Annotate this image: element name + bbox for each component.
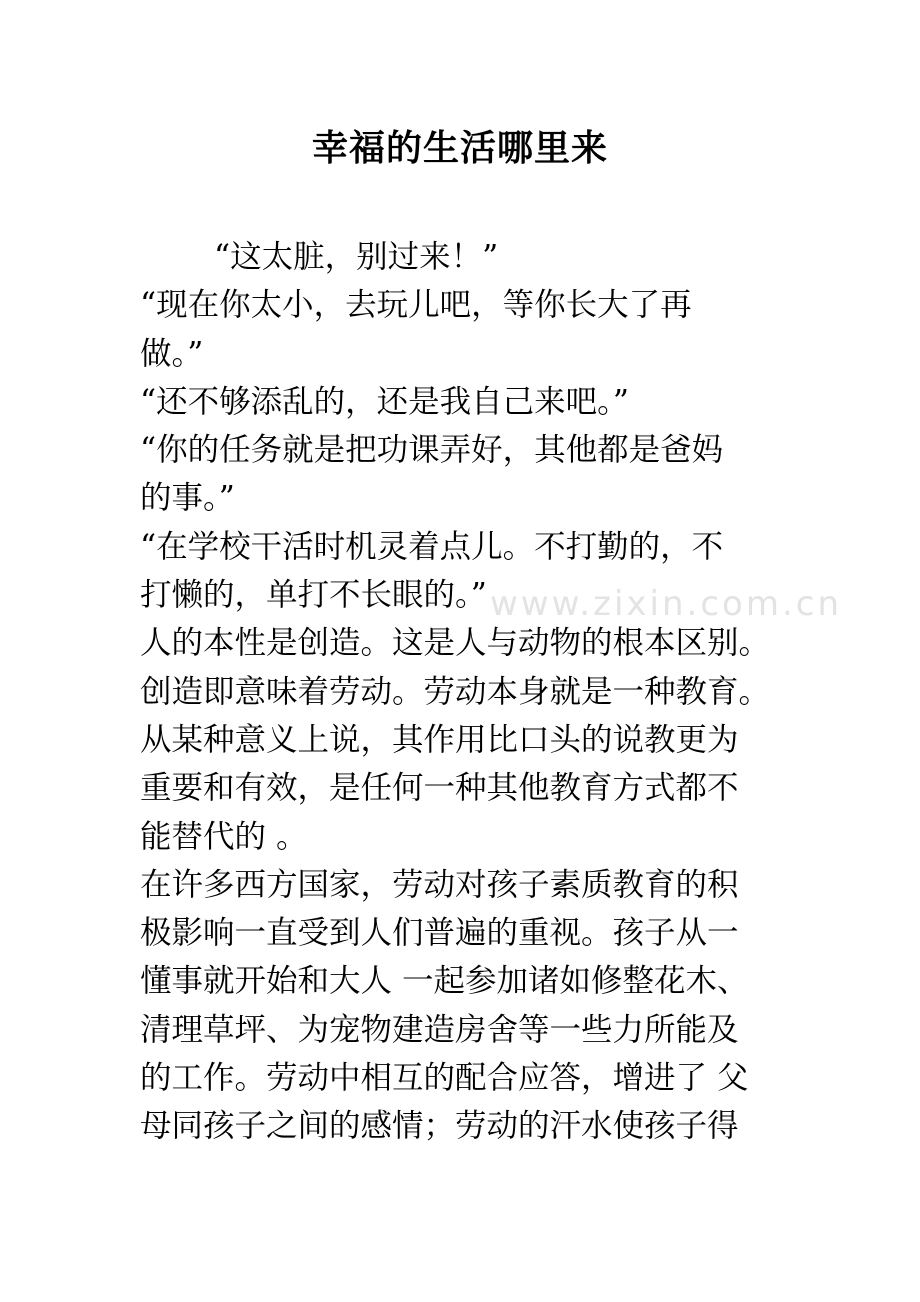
text-line: 的工作。劳动中相互的配合应答，增进了 父 xyxy=(140,1060,749,1097)
text-line: 重要和有效，是任何一种其他教育方式都不 xyxy=(140,770,739,807)
text-line: 清理草坪、为宠物建造房舍等一些力所能及 xyxy=(140,1011,739,1048)
text-line: 的事。” xyxy=(140,480,235,517)
text-line: 懂事就开始和大人 一起参加诸如修整花木、 xyxy=(140,963,749,1000)
text-line: 极影响一直受到人们普遍的重视。孩子从一 xyxy=(140,915,739,952)
text-line: “你的任务就是把功课弄好，其他都是爸妈 xyxy=(140,432,724,469)
text-line: 做。” xyxy=(140,335,204,372)
watermark: www.zixin.com.cn xyxy=(490,584,842,624)
text-line: “在学校干活时机灵着点儿。不打勤的，不 xyxy=(140,528,724,565)
text-line: 从某种意义上说，其作用比口头的说教更为 xyxy=(140,721,739,758)
text-line: 打懒的，单打不长眼的。” xyxy=(140,577,487,614)
text-line: 能替代的 。 xyxy=(140,818,308,855)
text-line: “现在你太小，去玩儿吧，等你长大了再 xyxy=(140,287,692,324)
document-body xyxy=(140,233,786,1151)
text-line: 创造即意味着劳动。劳动本身就是一种教育。 xyxy=(140,673,771,710)
text-line: 在许多西方国家，劳动对孩子素质教育的积 xyxy=(140,866,739,903)
text-line: “这太脏，别过来！” xyxy=(214,239,499,275)
text-line: 人的本性是创造。这是人与动物的根本区别。 xyxy=(140,625,771,662)
document-title: 幸福的生活哪里来 xyxy=(311,127,608,169)
text-line: “还不够添乱的，还是我自己来吧。” xyxy=(140,383,629,420)
text-line: 母同孩子之间的感情；劳动的汗水使孩子得 xyxy=(140,1108,739,1145)
